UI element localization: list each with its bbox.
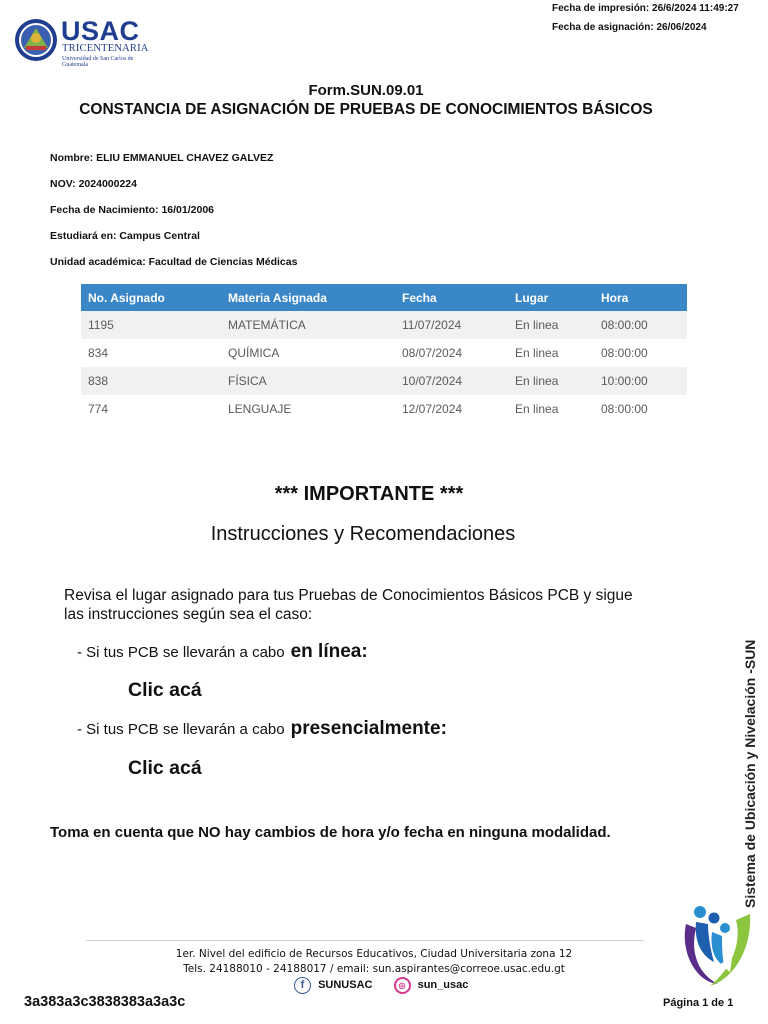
cell-subject: MATEMÁTICA	[221, 311, 395, 339]
inperson-instruction	[77, 718, 447, 740]
student-unit: Unidad académica: Facultad de Ciencias Médicas	[50, 256, 298, 268]
cell-time: 08:00:00	[601, 346, 648, 360]
table-row	[81, 311, 687, 339]
online-prefix: - Si tus PCB se llevarán a cabo	[77, 644, 285, 661]
instructions-paragraph: Revisa el lugar asignado para tus Pruebas de Conocimientos Básicos PCB y sigue las instrucciones según sea el caso:	[64, 587, 633, 623]
student-campus: Estudiará en: Campus Central	[50, 230, 200, 242]
footer-address: 1er. Nivel del edificio de Recursos Educativos, Ciudad Universitaria zona 12	[175, 948, 573, 960]
form-title: CONSTANCIA DE ASIGNACIÓN DE PRUEBAS DE CONOCIMIENTOS BÁSICOS	[79, 101, 653, 118]
cell-number: 834	[88, 346, 109, 360]
cell-date: 12/07/2024	[402, 402, 463, 416]
instructions-subtitle: Instrucciones y Recomendaciones	[210, 523, 516, 545]
social-links	[294, 977, 468, 997]
student-name: Nombre: ELIU EMMANUEL CHAVEZ GALVEZ	[50, 152, 274, 164]
header-place: Lugar	[508, 284, 594, 311]
table-row	[81, 367, 687, 395]
sun-vertical-label: Sistema de Ubicación y Nivelación -SUN	[742, 639, 758, 908]
logo-name: USAC	[61, 16, 140, 46]
table-row	[81, 395, 687, 423]
table-header-row	[81, 284, 687, 311]
inperson-mode: presencialmente:	[290, 718, 447, 739]
student-birthdate: Fecha de Nacimiento: 16/01/2006	[50, 204, 214, 216]
cell-number: 838	[81, 367, 221, 395]
cell-time: 10:00:00	[594, 367, 687, 395]
form-code: Form.SUN.09.01	[308, 82, 424, 99]
print-date: Fecha de impresión: 26/6/2024 11:49:27	[552, 3, 739, 14]
cell-number: 774	[88, 402, 109, 416]
assignment-table	[81, 284, 687, 423]
facebook-handle[interactable]: SUNUSAC	[318, 979, 373, 992]
cell-number: 1195	[81, 311, 221, 339]
important-heading: *** IMPORTANTE ***	[274, 483, 464, 505]
facebook-icon: f	[294, 977, 311, 994]
schedule-note: Toma en cuenta que NO hay cambios de hora y/o fecha en ninguna modalidad.	[50, 824, 611, 841]
cell-subject: FÍSICA	[221, 367, 395, 395]
usac-logo	[14, 16, 154, 66]
cell-subject: QUÍMICA	[228, 346, 280, 360]
document-hash: 3a383a3c3838383a3a3c	[24, 994, 186, 1010]
logo-university: Universidad de San Carlos de Guatemala	[62, 56, 134, 68]
student-nov: NOV: 2024000224	[50, 178, 137, 190]
online-mode: en línea:	[290, 641, 368, 662]
cell-place: En linea	[515, 402, 559, 416]
logo-subtitle: TRICENTENARIA	[62, 43, 149, 54]
footer-divider	[86, 940, 644, 941]
cell-place: En linea	[515, 346, 559, 360]
cell-time: 08:00:00	[594, 311, 687, 339]
cell-date: 08/07/2024	[402, 346, 463, 360]
footer-contact: Tels. 24188010 - 24188017 / email: sun.aspirantes@correoe.usac.edu.gt	[183, 963, 565, 975]
sun-logo-icon	[680, 902, 752, 988]
header-date: Fecha	[395, 284, 508, 311]
inperson-prefix: - Si tus PCB se llevarán a cabo	[77, 721, 285, 738]
inperson-link[interactable]: Clic acá	[128, 757, 202, 779]
instagram-handle[interactable]: sun_usac	[417, 979, 469, 992]
assignment-date: Fecha de asignación: 26/06/2024	[552, 22, 707, 33]
cell-time: 08:00:00	[601, 402, 648, 416]
header-number: No. Asignado	[81, 284, 221, 311]
cell-date: 11/07/2024	[395, 311, 508, 339]
table-row	[81, 339, 687, 367]
header-time: Hora	[594, 284, 687, 311]
instagram-icon: ◎	[394, 977, 411, 994]
cell-subject: LENGUAJE	[228, 402, 292, 416]
online-instruction	[77, 641, 368, 663]
cell-place: En linea	[508, 311, 594, 339]
page-number: Página 1 de 1	[663, 997, 734, 1009]
header-subject: Materia Asignada	[221, 284, 395, 311]
university-seal-icon	[14, 18, 58, 62]
cell-date: 10/07/2024	[395, 367, 508, 395]
online-link[interactable]: Clic acá	[128, 679, 202, 701]
cell-place: En linea	[508, 367, 594, 395]
